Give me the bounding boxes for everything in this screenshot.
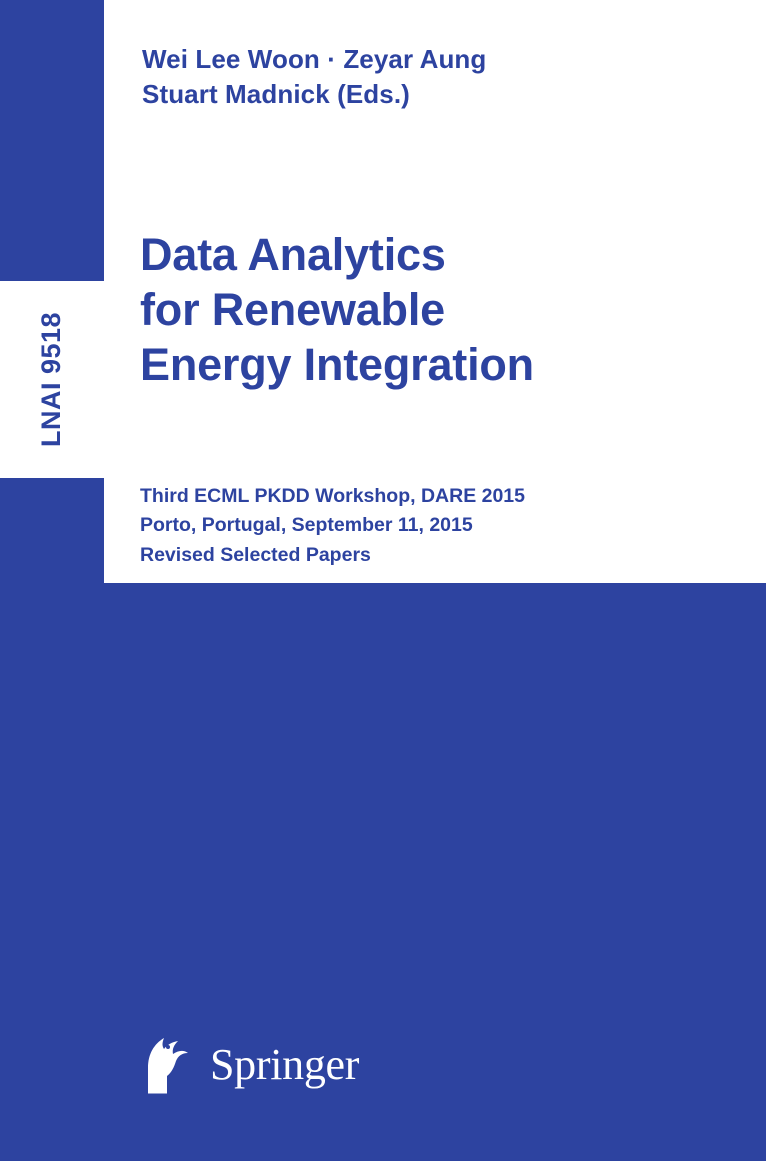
publisher-block [134, 1028, 359, 1100]
editors-line-1: Wei Lee Woon · Zeyar Aung [142, 44, 487, 74]
editors-block [142, 42, 722, 111]
title-line-3: Energy Integration [140, 338, 534, 390]
subtitle-line-2: Porto, Portugal, September 11, 2015 [140, 514, 473, 537]
book-subtitle [140, 482, 740, 570]
subtitle-line-3: Revised Selected Papers [140, 543, 371, 566]
book-title [140, 228, 740, 393]
spine-band-top [0, 0, 104, 281]
springer-knight-logo-icon [134, 1028, 196, 1100]
publisher-name: Springer [210, 1039, 360, 1089]
title-line-2: for Renewable [140, 283, 445, 335]
subtitle-line-1: Third ECML PKDD Workshop, DARE 2015 [140, 485, 526, 507]
spine-band-middle [0, 478, 104, 583]
title-line-1: Data Analytics [140, 229, 446, 280]
spine-band-bottom [0, 583, 104, 1161]
series-number-text: LNAI 9518 [36, 311, 67, 448]
editors-line-2: Stuart Madnick (Eds.) [142, 78, 410, 109]
series-number [0, 281, 104, 478]
